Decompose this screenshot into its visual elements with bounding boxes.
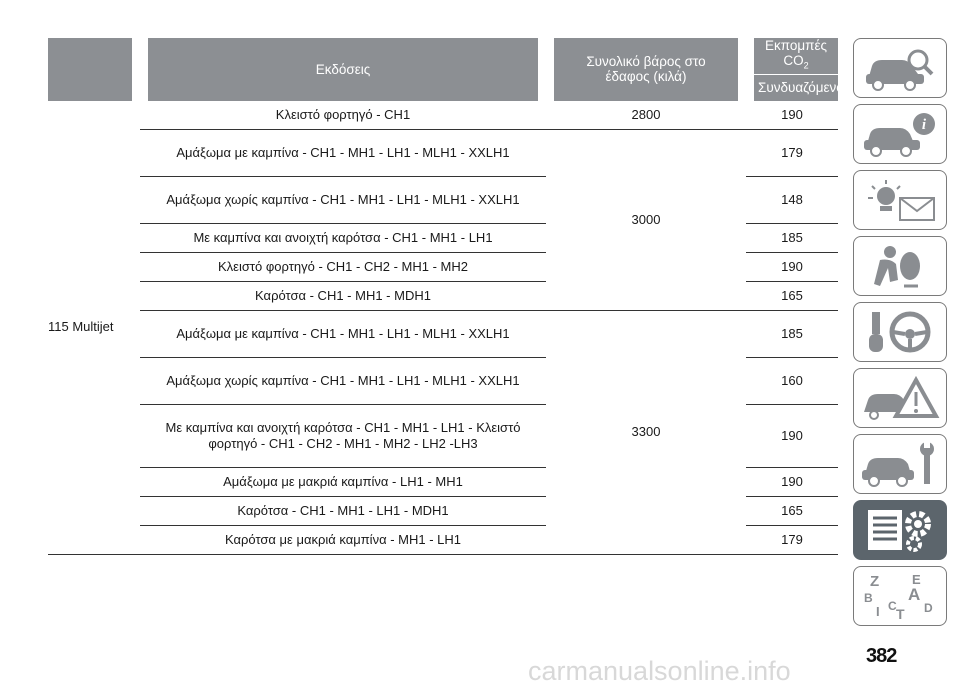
version-cell: Καρότσα - CH1 - MH1 - MDH1 bbox=[140, 281, 546, 310]
specs-list-gear-icon bbox=[860, 506, 940, 554]
header-weight-line2: έδαφος (κιλά) bbox=[605, 69, 687, 85]
version-cell: Αμάξωμα με καμπίνα - CH1 - MH1 - LH1 - MLH1 - XXLH1 bbox=[140, 129, 546, 176]
version-cell: Καρότσα - CH1 - MH1 - LH1 - MDH1 bbox=[140, 496, 546, 525]
tab-index[interactable] bbox=[853, 566, 947, 626]
header-versions: Εκδόσεις bbox=[140, 38, 546, 101]
index-letter: Z bbox=[870, 573, 880, 590]
emissions-table bbox=[48, 38, 844, 555]
weight-cell: 3300 bbox=[546, 310, 746, 554]
index-letter: D bbox=[924, 601, 933, 615]
header-blank bbox=[48, 38, 140, 101]
version-cell: Αμάξωμα χωρίς καμπίνα - CH1 - MH1 - LH1 - MLH1 - XXLH1 bbox=[140, 176, 546, 223]
co2-cell: 179 bbox=[746, 129, 838, 176]
weight-cell: 3000 bbox=[546, 129, 746, 310]
version-cell: Αμάξωμα χωρίς καμπίνα - CH1 - MH1 - LH1 - MLH1 - XXLH1 bbox=[140, 357, 546, 404]
version-cell: Κλειστό φορτηγό - CH1 bbox=[140, 101, 546, 130]
header-emissions-sub: 2 bbox=[803, 60, 809, 71]
tab-emergency[interactable] bbox=[853, 368, 947, 428]
co2-cell: 148 bbox=[746, 176, 838, 223]
index-letter: A bbox=[908, 585, 921, 604]
table-header-row bbox=[48, 38, 838, 74]
index-letter: C bbox=[888, 599, 897, 613]
version-cell: Με καμπίνα και ανοιχτή καρότσα - CH1 - MH1 - LH1 - Κλειστό φορτηγό - CH1 - CH2 - MH1 - MH2 - LH2 -LH3 bbox=[140, 404, 546, 467]
header-emissions bbox=[746, 38, 838, 74]
tab-car-search[interactable] bbox=[853, 38, 947, 98]
watermark: carmanualsonline.info bbox=[528, 656, 791, 686]
table-row bbox=[48, 310, 838, 357]
svg-text:i: i bbox=[921, 117, 927, 133]
co2-cell: 190 bbox=[746, 404, 838, 467]
alphabet-index-icon bbox=[860, 572, 940, 620]
car-search-icon bbox=[860, 44, 940, 92]
index-letter: T bbox=[896, 606, 905, 620]
header-weight-line1: Συνολικό βάρος στο bbox=[586, 54, 706, 70]
index-letter: I bbox=[876, 604, 880, 619]
co2-cell: 190 bbox=[746, 467, 838, 496]
co2-cell: 185 bbox=[746, 223, 838, 252]
tab-warning-lights[interactable] bbox=[853, 170, 947, 230]
airbag-person-icon bbox=[860, 242, 940, 290]
page-number: 382 bbox=[866, 645, 897, 667]
weight-cell: 2800 bbox=[546, 101, 746, 130]
co2-cell: 185 bbox=[746, 310, 838, 357]
tab-car-info[interactable] bbox=[853, 104, 947, 164]
car-info-icon bbox=[860, 110, 940, 158]
co2-cell: 190 bbox=[746, 101, 838, 130]
header-emissions-label: Εκπομπές CO bbox=[764, 38, 827, 68]
tab-technical-specs[interactable] bbox=[853, 500, 947, 560]
co2-cell: 179 bbox=[746, 525, 838, 554]
car-wrench-icon bbox=[860, 440, 940, 488]
tab-maintenance[interactable] bbox=[853, 434, 947, 494]
version-cell: Κλειστό φορτηγό - CH1 - CH2 - MH1 - MH2 bbox=[140, 252, 546, 281]
co2-cell: 165 bbox=[746, 281, 838, 310]
header-weight bbox=[546, 38, 746, 101]
version-cell: Αμάξωμα με καμπίνα - CH1 - MH1 - LH1 - MLH1 - XXLH1 bbox=[140, 310, 546, 357]
tab-airbag[interactable] bbox=[853, 236, 947, 296]
co2-cell: 165 bbox=[746, 496, 838, 525]
co2-cell: 160 bbox=[746, 357, 838, 404]
table-row bbox=[48, 101, 838, 130]
car-warning-triangle-icon bbox=[860, 374, 940, 422]
co2-cell: 190 bbox=[746, 252, 838, 281]
index-letter: B bbox=[864, 591, 873, 605]
version-cell: Καρότσα με μακριά καμπίνα - MH1 - LH1 bbox=[140, 525, 546, 554]
index-letter: E bbox=[912, 572, 921, 587]
engine-cell: 115 Multijet bbox=[48, 101, 140, 555]
chapter-sidebar bbox=[853, 38, 947, 632]
header-combined: Συνδυαζόμενο bbox=[746, 74, 838, 101]
warning-lights-mail-icon bbox=[860, 176, 940, 224]
version-cell: Αμάξωμα με μακριά καμπίνα - LH1 - MH1 bbox=[140, 467, 546, 496]
version-cell: Με καμπίνα και ανοιχτή καρότσα - CH1 - MH1 - LH1 bbox=[140, 223, 546, 252]
tab-key-steering[interactable] bbox=[853, 302, 947, 362]
key-steering-wheel-icon bbox=[860, 308, 940, 356]
spec-document bbox=[48, 38, 844, 555]
table-row bbox=[48, 129, 838, 176]
